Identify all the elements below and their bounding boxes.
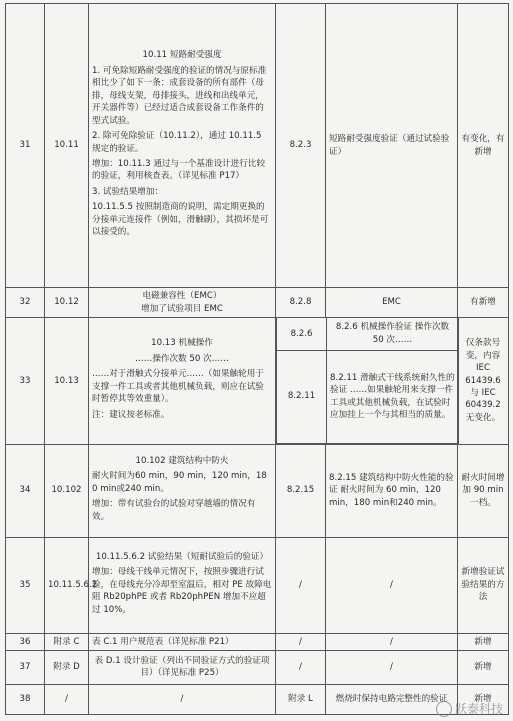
remark: 新增	[458, 650, 509, 684]
new-clause: 附录 L	[276, 684, 326, 714]
row-number: 31	[6, 4, 45, 288]
old-clause: 10.11.5.6.2	[45, 537, 89, 633]
old-clause: 10.102	[45, 444, 89, 537]
new-subrow-table	[276, 318, 459, 444]
new-content: 燃烧时保持电路完整性的验证	[326, 684, 458, 714]
old-content-para: 10.11.5.5 按照制造商的说明，需定期更换的分接单元连接件（例如，滑触刷），其损坏是可以接受的。	[92, 202, 269, 238]
old-content-para: ……对于滑触式分接单元……（如果触轮用于支撑一件工具或者其他机械负载，则应在试验时暂停其等效重量）。	[92, 369, 264, 405]
old-content	[89, 444, 276, 537]
old-content-para: 1. 可免除短路耐受强度的验证的情况与原标准相比少了如下一条：成套设备的所有部件（母排，母线支架，母排接头，进线和出线单元，开关器件等）已经过适合成套设备工作条件的型式试验。	[92, 65, 267, 126]
remark: 有变化，有新增	[458, 4, 509, 288]
old-content-para: 3. 试验结果增加：	[92, 186, 164, 197]
old-clause: 10.13	[45, 318, 89, 445]
remark: 仅条款号变，内容 IEC 61439.6 与 IEC 60439.2 无变化。	[458, 318, 509, 445]
old-content-para: 注：建议按老标准。	[92, 409, 170, 420]
old-content-title: 10.102 建筑结构中防火	[135, 455, 229, 466]
table-row	[6, 650, 509, 684]
remark: 新增	[458, 684, 509, 714]
new-content: EMC	[326, 288, 458, 318]
new-content: 8.2.11 滑触式干线系统耐久性的验证 ……如果触轮用来支撑一件工具或其他机械负载，在试验时应加挂上一个与其相当的质量。	[327, 350, 459, 443]
new-clause: 8.2.15	[276, 444, 326, 537]
old-clause: 附录 C	[45, 633, 89, 650]
table-row	[6, 684, 509, 714]
new-clause: 8.2.3	[276, 4, 326, 288]
old-content	[89, 318, 276, 445]
old-content-line: 电磁兼容性（EMC）	[142, 291, 222, 302]
row-number: 34	[6, 444, 45, 537]
new-content: /	[326, 633, 458, 650]
subrow	[277, 350, 459, 443]
old-content: 表 D.1 设计验证（列出不同验证方式的验证项目）（详见标准 P25）	[89, 650, 276, 684]
old-content-title: 10.11.5.6.2 试验结果（短耐试验后的验证）	[95, 551, 269, 562]
row-number: 36	[6, 633, 45, 650]
row-number: 32	[6, 288, 45, 318]
new-content: 8.2.6 机械操作验证 操作次数 50 次……	[327, 318, 459, 350]
old-clause: 10.12	[45, 288, 89, 318]
row-number: 33	[6, 318, 45, 445]
old-content-para: 耐火时间为60 min，90 min，120 min，180 min或240 min。	[92, 471, 267, 494]
new-clause: 8.2.6	[277, 318, 327, 350]
subrow	[277, 318, 459, 350]
watermark-text: 跃泰科技	[454, 702, 503, 716]
remark: 有新增	[458, 288, 509, 318]
table-row	[6, 444, 509, 537]
old-content	[89, 4, 276, 288]
new-clause: /	[276, 537, 326, 633]
new-content: /	[326, 650, 458, 684]
new-content: /	[326, 537, 458, 633]
row-number: 37	[6, 650, 45, 684]
table-row	[6, 537, 509, 633]
table-row	[6, 318, 509, 445]
new-content: 短路耐受强度验证（通过试验验证）	[326, 4, 458, 288]
old-content-para: ……操作次数 50 次……	[135, 353, 229, 364]
old-clause: 附录 D	[45, 650, 89, 684]
wechat-logo-icon	[436, 701, 452, 717]
old-content-line: 增加了试验项目 EMC	[141, 303, 223, 314]
old-content: /	[89, 684, 276, 714]
new-subrows	[276, 318, 458, 445]
old-content-title: 10.11 短路耐受强度	[142, 50, 222, 61]
remark: 耐火时间增加 90 min 一档。	[458, 444, 509, 537]
old-clause: /	[45, 684, 89, 714]
old-content	[89, 537, 276, 633]
table-row	[6, 4, 509, 288]
remark: 新增验证试验结果的方法	[458, 537, 509, 633]
row-number: 38	[6, 684, 45, 714]
watermark	[436, 700, 503, 717]
old-content-para: 增加：10.11.3 通过与一个基准设计进行比较的验证，利用核查表。（详见标准 P17）	[92, 158, 266, 182]
new-clause: /	[276, 633, 326, 650]
new-content: 8.2.15 建筑结构中防火性能的验证 耐火时间为 60 min，120 min，180 min和240 min。	[326, 444, 458, 537]
old-content-para: 增加：母线干线单元情况下，按照步骤进行试验，在母线充分冷却至室温后，相对 PE 故障电阻 Rb20phPE 或者 Rb20phPEN 增加不应超过 10%。	[92, 567, 272, 615]
old-content-para: 增加：带有试验台的试验对穿越墙的情况有效。	[92, 499, 256, 522]
row-number: 35	[6, 537, 45, 633]
old-content: 表 C.1 用户规范表（详见标准 P21）	[89, 633, 276, 650]
new-clause: /	[276, 650, 326, 684]
old-clause: 10.11	[45, 4, 89, 288]
comparison-table	[5, 3, 509, 715]
table-row	[6, 288, 509, 318]
old-content	[89, 288, 276, 318]
table-row	[6, 633, 509, 650]
remark: 新增	[458, 633, 509, 650]
old-content-para: 2. 除可免除验证（10.11.2），通过 10.11.5 规定的验证。	[92, 131, 262, 154]
new-clause: 8.2.8	[276, 288, 326, 318]
old-content-title: 10.13 机械操作	[151, 338, 213, 349]
new-clause: 8.2.11	[277, 350, 327, 443]
